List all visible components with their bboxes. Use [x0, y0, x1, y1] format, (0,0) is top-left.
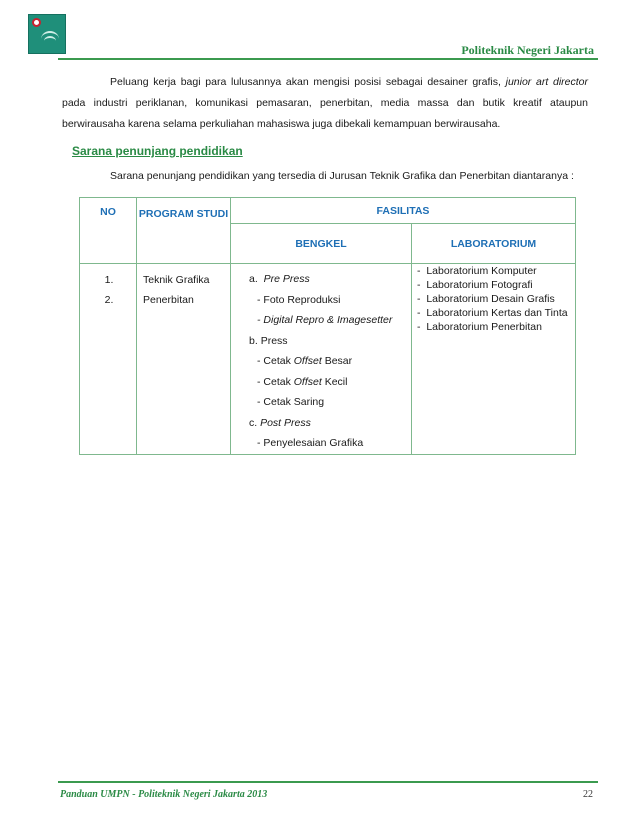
facilities-table: [79, 197, 576, 455]
bengkel-group-c: [249, 413, 411, 434]
program-name: Penerbitan: [143, 294, 194, 306]
paragraph-text-end: pada industri periklanan, komunikasi pemasaran, penerbitan, media massa dan butik kreatif ataupun berwirausaha karena selama perkuliahan mahasiswa juga dibekali kemampuan berwirausaha.: [62, 97, 588, 130]
header-divider: [58, 58, 598, 60]
table-row: [80, 264, 576, 455]
bengkel-item-italic: Offset: [293, 375, 322, 388]
bengkel-item: - Penyelesaian Grafika: [257, 437, 364, 449]
footer-divider: [58, 781, 598, 783]
group-title: Post Press: [260, 416, 311, 429]
header-fasilitas: FASILITAS: [231, 198, 576, 224]
group-letter: b.: [249, 334, 258, 347]
bengkel-item: - Foto Reproduksi: [257, 293, 341, 306]
group-letter: a.: [249, 273, 258, 285]
footer-title: Panduan UMPN - Politeknik Negeri Jakarta 2013: [60, 789, 268, 800]
paragraph-italic-term: junior art director: [505, 76, 588, 88]
header-program-studi: [137, 198, 231, 264]
body-paragraph: [62, 72, 588, 135]
bengkel-item-text: Kecil: [321, 375, 348, 388]
lab-item: - Laboratorium Kertas dan Tinta: [417, 306, 575, 320]
page-number: 22: [583, 789, 593, 800]
bengkel-item-text: - Cetak: [257, 355, 294, 367]
group-title: Press: [260, 334, 288, 347]
pnj-logo-icon: [28, 14, 66, 54]
no-cell: [80, 264, 137, 455]
program-cell: [137, 264, 231, 455]
group-letter: c.: [249, 416, 258, 429]
laboratorium-cell: [412, 264, 576, 455]
bengkel-item: [249, 372, 411, 393]
bengkel-item-text: - Cetak: [257, 375, 294, 388]
lab-item: - Laboratorium Desain Grafis: [417, 292, 575, 306]
header-program-studi-label: PROGRAM STUDI: [138, 208, 229, 220]
header-title: Politeknik Negeri Jakarta: [461, 43, 594, 57]
bengkel-item: [249, 351, 411, 372]
header-bengkel: BENGKEL: [231, 224, 412, 264]
section-heading: Sarana penunjang pendidikan: [72, 144, 243, 158]
section-intro: Sarana penunjang pendidikan yang tersedia di Jurusan Teknik Grafika dan Penerbitan diantaranya :: [110, 170, 574, 182]
lab-item: - Laboratorium Komputer: [417, 264, 575, 278]
bengkel-item: - Cetak Saring: [257, 396, 325, 408]
bengkel-item-italic: Offset: [293, 355, 322, 367]
paragraph-text-start: Peluang kerja bagi para lulusannya akan mengisi posisi sebagai desainer grafis,: [110, 76, 506, 88]
bengkel-cell: [231, 264, 412, 455]
lab-item: - Laboratorium Penerbitan: [417, 320, 575, 334]
header-laboratorium: LABORATORIUM: [412, 224, 576, 264]
bengkel-group-a: [249, 269, 411, 290]
bengkel-item: [249, 310, 411, 331]
bengkel-item-text: - Digital Repro & Imagesetter: [257, 314, 393, 326]
header-no: NO: [80, 198, 137, 264]
row-number: 2.: [104, 294, 114, 306]
row-number: 1.: [104, 274, 114, 286]
bengkel-item-text: Besar: [321, 355, 353, 367]
lab-item: - Laboratorium Fotografi: [417, 278, 575, 292]
group-title: Pre Press: [263, 273, 310, 285]
bengkel-group-b: [249, 331, 411, 352]
program-name: Teknik Grafika: [143, 274, 210, 286]
